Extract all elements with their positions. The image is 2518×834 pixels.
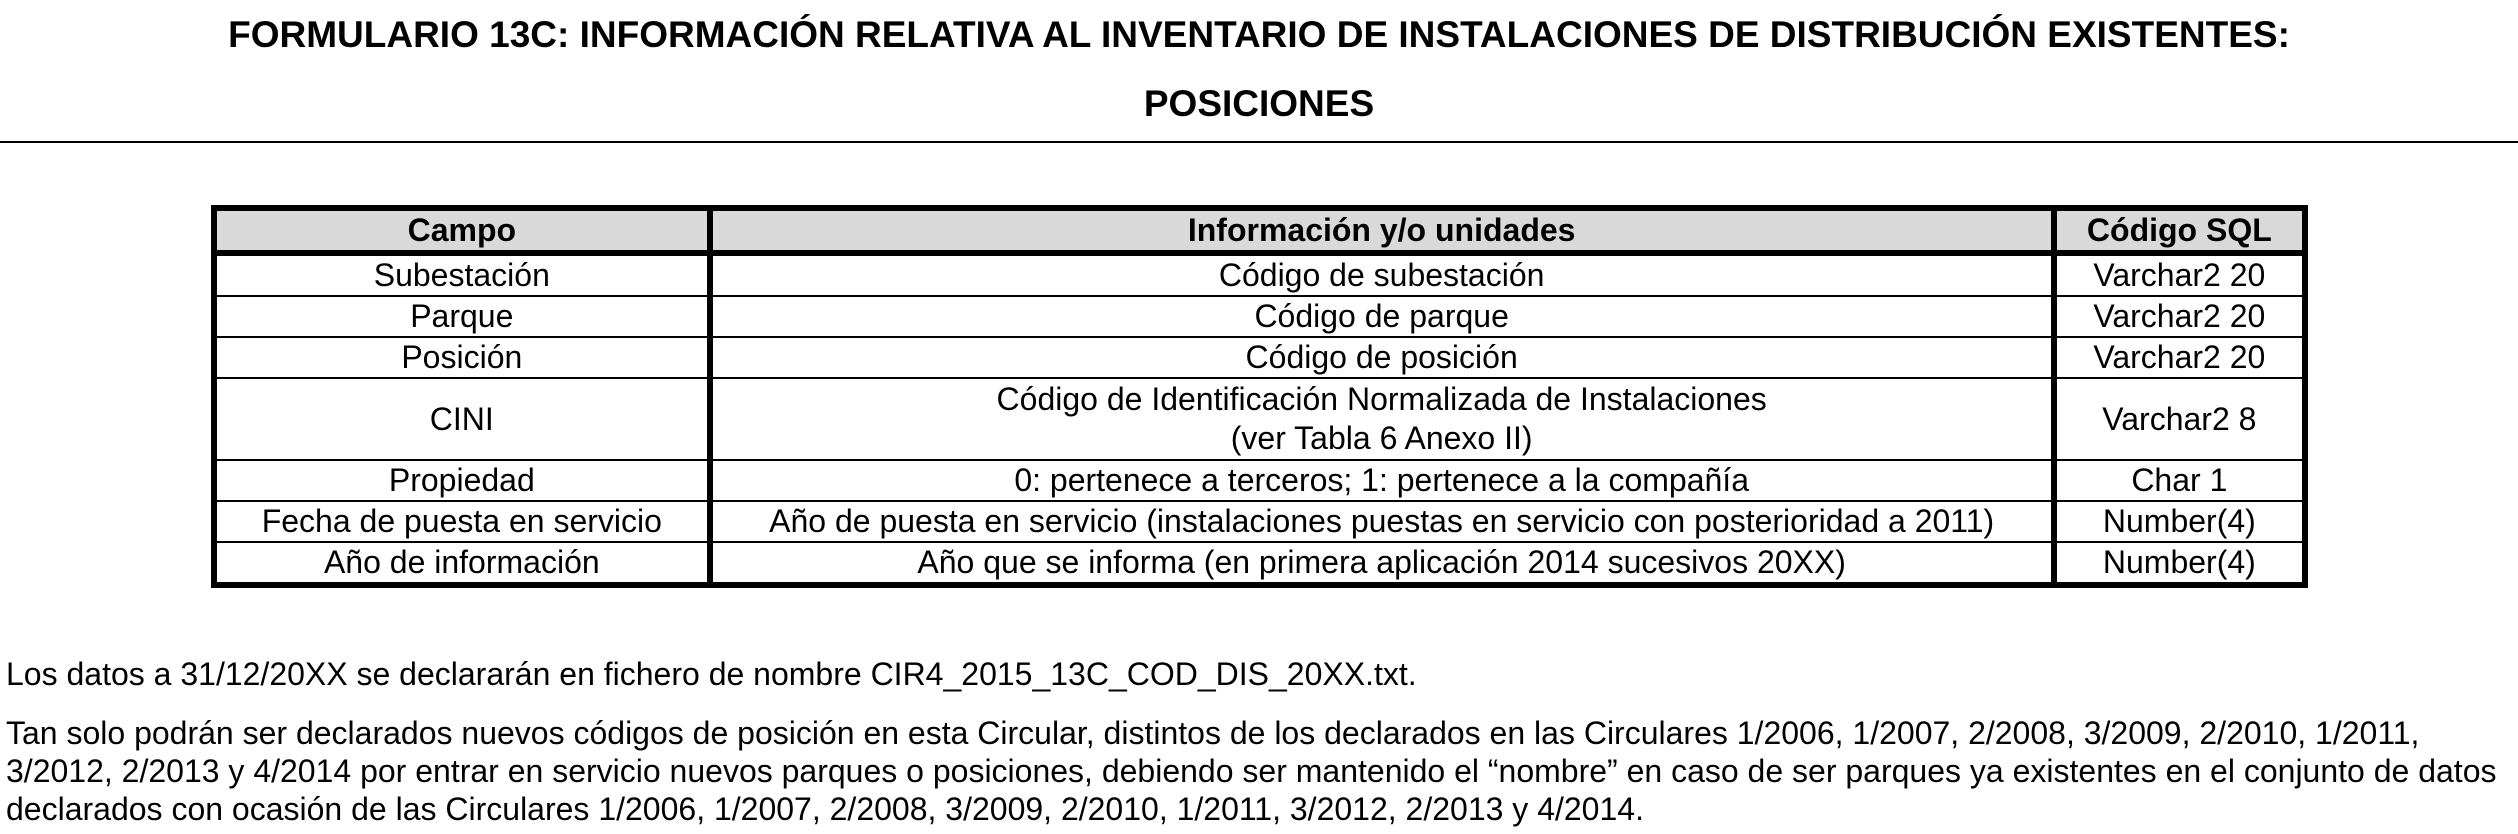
cell-info bbox=[710, 378, 2054, 460]
table-row bbox=[214, 296, 2305, 337]
cell-sql: Number(4) bbox=[2054, 542, 2305, 585]
cell-sql: Varchar2 20 bbox=[2054, 253, 2305, 296]
table-row bbox=[214, 542, 2305, 585]
table-row bbox=[214, 253, 2305, 296]
table-row bbox=[214, 337, 2305, 378]
cell-sql: Number(4) bbox=[2054, 501, 2305, 542]
table-row bbox=[214, 378, 2305, 460]
header-informacion: Información y/o unidades bbox=[710, 208, 2054, 253]
cell-info-line-1: Código de Identificación Normalizada de Instalaciones bbox=[996, 381, 1767, 417]
file-name-paragraph: Los datos a 31/12/20XX se declararán en fichero de nombre CIR4_2015_13C_COD_DIS_20XX.txt. bbox=[6, 656, 1417, 692]
cell-campo: Año de información bbox=[214, 542, 710, 585]
cell-campo: CINI bbox=[214, 378, 710, 460]
cell-sql: Char 1 bbox=[2054, 460, 2305, 501]
cell-info: Código de parque bbox=[710, 296, 2054, 337]
cell-campo: Subestación bbox=[214, 253, 710, 296]
cell-info: Código de posición bbox=[710, 337, 2054, 378]
position-codes-paragraph: Tan solo podrán ser declarados nuevos códigos de posición en esta Circular, distintos de los declarados en las Circulares 1/2006, 1/2007, 2/2008, 3/2009, 2/2010, 1/2011, 3/2012, 2/2013 y 4/2014 por entrar en servicio nuevos parques o posiciones, debiendo ser mantenido el “nombre” en caso de ser parques ya existentes en el conjunto de datos declarados con ocasión de las Circulares 1/2006, 1/2007, 2/2008, 3/2009, 2/2010, 1/2011, 3/2012, 2/2013 y 4/2014. bbox=[6, 715, 2497, 827]
cell-campo: Posición bbox=[214, 337, 710, 378]
form-title-line-1: FORMULARIO 13C: INFORMACIÓN RELATIVA AL INVENTARIO DE INSTALACIONES DE DISTRIBUCIÓN EXISTENTES: bbox=[228, 14, 2290, 55]
cell-info: 0: pertenece a terceros; 1: pertenece a la compañía bbox=[710, 460, 2054, 501]
header-campo: Campo bbox=[214, 208, 710, 253]
title-divider bbox=[0, 141, 2518, 143]
cell-campo: Parque bbox=[214, 296, 710, 337]
cell-info: Año de puesta en servicio (instalaciones puestas en servicio con posterioridad a 2011) bbox=[710, 501, 2054, 542]
cell-info: Año que se informa (en primera aplicación 2014 sucesivos 20XX) bbox=[710, 542, 2054, 585]
cell-campo: Propiedad bbox=[214, 460, 710, 501]
cell-sql: Varchar2 20 bbox=[2054, 296, 2305, 337]
cell-sql: Varchar2 20 bbox=[2054, 337, 2305, 378]
form-title bbox=[0, 0, 2518, 138]
table-header-row bbox=[214, 208, 2305, 253]
table-row bbox=[214, 501, 2305, 542]
fields-table bbox=[211, 205, 2308, 588]
table-row bbox=[214, 460, 2305, 501]
form-title-line-2: POSICIONES bbox=[1143, 83, 1375, 124]
header-codigo-sql: Código SQL bbox=[2054, 208, 2305, 253]
cell-sql: Varchar2 8 bbox=[2054, 378, 2305, 460]
cell-info-line-2: (ver Tabla 6 Anexo II) bbox=[1230, 420, 1533, 456]
cell-info: Código de subestación bbox=[710, 253, 2054, 296]
cell-campo: Fecha de puesta en servicio bbox=[214, 501, 710, 542]
